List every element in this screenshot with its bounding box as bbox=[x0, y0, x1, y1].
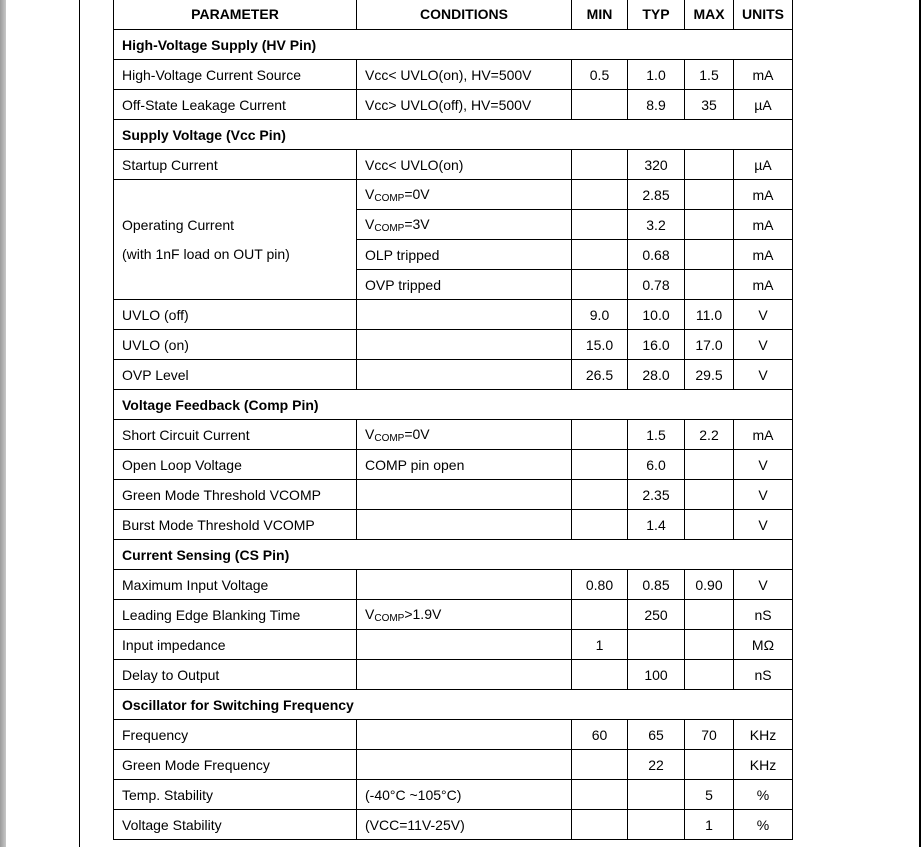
cond-cell bbox=[357, 660, 572, 690]
min-cell bbox=[572, 510, 628, 540]
typ-cell: 1.0 bbox=[628, 60, 685, 90]
table-row bbox=[114, 630, 793, 660]
cond-cell bbox=[357, 600, 572, 630]
typ-cell: 1.5 bbox=[628, 420, 685, 450]
unit-cell: mA bbox=[734, 240, 793, 270]
cond-cell: Vcc< UVLO(on) bbox=[357, 150, 572, 180]
min-cell: 60 bbox=[572, 720, 628, 750]
cond-subscript: COMP bbox=[374, 612, 405, 624]
max-cell: 11.0 bbox=[685, 300, 734, 330]
min-cell bbox=[572, 750, 628, 780]
cond-cell bbox=[357, 330, 572, 360]
typ-cell: 250 bbox=[628, 600, 685, 630]
typ-cell: 10.0 bbox=[628, 300, 685, 330]
max-cell bbox=[685, 750, 734, 780]
unit-cell: V bbox=[734, 450, 793, 480]
min-cell bbox=[572, 600, 628, 630]
section-title: Oscillator for Switching Frequency bbox=[114, 690, 793, 720]
cond-cell: Vcc< UVLO(on), HV=500V bbox=[357, 60, 572, 90]
typ-cell bbox=[628, 630, 685, 660]
param-cell: Short Circuit Current bbox=[114, 420, 357, 450]
typ-cell bbox=[628, 810, 685, 840]
param-cell: Frequency bbox=[114, 720, 357, 750]
min-cell: 0.80 bbox=[572, 570, 628, 600]
section-row-cs bbox=[114, 540, 793, 570]
cond-cell: (VCC=11V-25V) bbox=[357, 810, 572, 840]
param-cell: UVLO (off) bbox=[114, 300, 357, 330]
param-cell: UVLO (on) bbox=[114, 330, 357, 360]
max-cell: 1.5 bbox=[685, 60, 734, 90]
cond-subscript: COMP bbox=[374, 222, 405, 234]
typ-cell: 2.35 bbox=[628, 480, 685, 510]
unit-cell: mA bbox=[734, 60, 793, 90]
page-border-left bbox=[79, 0, 80, 847]
unit-cell: nS bbox=[734, 660, 793, 690]
cond-cell bbox=[357, 180, 572, 210]
param-cell: Temp. Stability bbox=[114, 780, 357, 810]
cond-cell: COMP pin open bbox=[357, 450, 572, 480]
header-min: MIN bbox=[572, 0, 628, 30]
typ-cell bbox=[628, 780, 685, 810]
unit-cell: V bbox=[734, 510, 793, 540]
cond-subscript: COMP bbox=[374, 432, 405, 444]
min-cell bbox=[572, 450, 628, 480]
table-row bbox=[114, 660, 793, 690]
page-border-right bbox=[919, 0, 921, 847]
table-row bbox=[114, 180, 793, 210]
min-cell: 15.0 bbox=[572, 330, 628, 360]
header-max: MAX bbox=[685, 0, 734, 30]
min-cell bbox=[572, 240, 628, 270]
typ-cell: 22 bbox=[628, 750, 685, 780]
cond-cell bbox=[357, 750, 572, 780]
table-row bbox=[114, 600, 793, 630]
table-row bbox=[114, 330, 793, 360]
unit-cell: µA bbox=[734, 150, 793, 180]
typ-cell: 320 bbox=[628, 150, 685, 180]
typ-cell: 28.0 bbox=[628, 360, 685, 390]
table-row bbox=[114, 510, 793, 540]
cond-cell bbox=[357, 300, 572, 330]
table-row bbox=[114, 480, 793, 510]
table-row bbox=[114, 450, 793, 480]
header-parameter: PARAMETER bbox=[114, 0, 357, 30]
cond-prefix: V bbox=[365, 605, 375, 622]
cond-cell: OLP tripped bbox=[357, 240, 572, 270]
cond-suffix: =3V bbox=[404, 215, 430, 232]
unit-cell: V bbox=[734, 300, 793, 330]
section-title: Supply Voltage (Vcc Pin) bbox=[114, 120, 793, 150]
section-title: High-Voltage Supply (HV Pin) bbox=[114, 30, 793, 60]
max-cell bbox=[685, 600, 734, 630]
table-row bbox=[114, 780, 793, 810]
max-cell bbox=[685, 180, 734, 210]
min-cell bbox=[572, 180, 628, 210]
max-cell: 17.0 bbox=[685, 330, 734, 360]
min-cell: 9.0 bbox=[572, 300, 628, 330]
max-cell: 2.2 bbox=[685, 420, 734, 450]
table-row bbox=[114, 360, 793, 390]
min-cell bbox=[572, 270, 628, 300]
cond-cell bbox=[357, 420, 572, 450]
typ-cell: 65 bbox=[628, 720, 685, 750]
section-row-osc bbox=[114, 690, 793, 720]
max-cell: 0.90 bbox=[685, 570, 734, 600]
unit-cell: V bbox=[734, 570, 793, 600]
min-cell bbox=[572, 780, 628, 810]
max-cell bbox=[685, 510, 734, 540]
param-cell: Maximum Input Voltage bbox=[114, 570, 357, 600]
viewer-left-gutter bbox=[0, 0, 6, 847]
cond-subscript: COMP bbox=[374, 192, 405, 204]
max-cell: 70 bbox=[685, 720, 734, 750]
param-cell: Burst Mode Threshold VCOMP bbox=[114, 510, 357, 540]
typ-cell: 3.2 bbox=[628, 210, 685, 240]
cond-cell bbox=[357, 480, 572, 510]
min-cell bbox=[572, 90, 628, 120]
max-cell bbox=[685, 270, 734, 300]
param-cell-operating-current bbox=[114, 180, 357, 300]
min-cell bbox=[572, 810, 628, 840]
unit-cell: V bbox=[734, 330, 793, 360]
param-cell: Startup Current bbox=[114, 150, 357, 180]
max-cell bbox=[685, 210, 734, 240]
table-header-row bbox=[114, 0, 793, 30]
cond-cell: Vcc> UVLO(off), HV=500V bbox=[357, 90, 572, 120]
param-cell: Voltage Stability bbox=[114, 810, 357, 840]
min-cell: 0.5 bbox=[572, 60, 628, 90]
unit-cell: mA bbox=[734, 180, 793, 210]
min-cell: 26.5 bbox=[572, 360, 628, 390]
unit-cell: mA bbox=[734, 420, 793, 450]
unit-cell: % bbox=[734, 810, 793, 840]
param-cell: Leading Edge Blanking Time bbox=[114, 600, 357, 630]
param-cell: Delay to Output bbox=[114, 660, 357, 690]
typ-cell: 1.4 bbox=[628, 510, 685, 540]
table-row bbox=[114, 60, 793, 90]
param-cell: Off-State Leakage Current bbox=[114, 90, 357, 120]
param-line: (with 1nF load on OUT pin) bbox=[122, 245, 290, 262]
section-row-comp bbox=[114, 390, 793, 420]
typ-cell: 0.85 bbox=[628, 570, 685, 600]
typ-cell: 0.78 bbox=[628, 270, 685, 300]
param-cell: Green Mode Frequency bbox=[114, 750, 357, 780]
min-cell: 1 bbox=[572, 630, 628, 660]
max-cell bbox=[685, 240, 734, 270]
header-conditions: CONDITIONS bbox=[357, 0, 572, 30]
unit-cell: V bbox=[734, 360, 793, 390]
header-units: UNITS bbox=[734, 0, 793, 30]
param-cell: Green Mode Threshold VCOMP bbox=[114, 480, 357, 510]
min-cell bbox=[572, 480, 628, 510]
max-cell bbox=[685, 660, 734, 690]
cond-cell bbox=[357, 210, 572, 240]
section-row-hv bbox=[114, 30, 793, 60]
table-row bbox=[114, 90, 793, 120]
electrical-characteristics-table bbox=[113, 0, 793, 840]
cond-suffix: =0V bbox=[404, 425, 430, 442]
unit-cell: KHz bbox=[734, 720, 793, 750]
unit-cell: mA bbox=[734, 210, 793, 240]
max-cell bbox=[685, 450, 734, 480]
table-row bbox=[114, 750, 793, 780]
param-cell: Open Loop Voltage bbox=[114, 450, 357, 480]
unit-cell: µA bbox=[734, 90, 793, 120]
param-line: Operating Current bbox=[122, 216, 235, 233]
cond-cell bbox=[357, 720, 572, 750]
cond-prefix: V bbox=[365, 425, 375, 442]
cond-prefix: V bbox=[365, 215, 375, 232]
max-cell: 35 bbox=[685, 90, 734, 120]
table-row bbox=[114, 420, 793, 450]
typ-cell: 8.9 bbox=[628, 90, 685, 120]
max-cell bbox=[685, 630, 734, 660]
table-row bbox=[114, 810, 793, 840]
typ-cell: 0.68 bbox=[628, 240, 685, 270]
min-cell bbox=[572, 420, 628, 450]
max-cell bbox=[685, 480, 734, 510]
header-typ: TYP bbox=[628, 0, 685, 30]
unit-cell: % bbox=[734, 780, 793, 810]
table-row bbox=[114, 150, 793, 180]
typ-cell: 100 bbox=[628, 660, 685, 690]
cond-cell bbox=[357, 510, 572, 540]
min-cell bbox=[572, 210, 628, 240]
cond-cell bbox=[357, 630, 572, 660]
min-cell bbox=[572, 660, 628, 690]
table-row bbox=[114, 300, 793, 330]
section-title: Voltage Feedback (Comp Pin) bbox=[114, 390, 793, 420]
max-cell: 29.5 bbox=[685, 360, 734, 390]
max-cell: 1 bbox=[685, 810, 734, 840]
unit-cell: MΩ bbox=[734, 630, 793, 660]
param-cell: High-Voltage Current Source bbox=[114, 60, 357, 90]
section-row-vcc bbox=[114, 120, 793, 150]
param-cell: OVP Level bbox=[114, 360, 357, 390]
typ-cell: 2.85 bbox=[628, 180, 685, 210]
min-cell bbox=[572, 150, 628, 180]
table-row bbox=[114, 570, 793, 600]
param-cell: Input impedance bbox=[114, 630, 357, 660]
cond-prefix: V bbox=[365, 185, 375, 202]
cond-cell bbox=[357, 570, 572, 600]
unit-cell: KHz bbox=[734, 750, 793, 780]
cond-cell: OVP tripped bbox=[357, 270, 572, 300]
cond-suffix: =0V bbox=[404, 185, 430, 202]
unit-cell: mA bbox=[734, 270, 793, 300]
cond-cell bbox=[357, 360, 572, 390]
section-title: Current Sensing (CS Pin) bbox=[114, 540, 793, 570]
max-cell: 5 bbox=[685, 780, 734, 810]
max-cell bbox=[685, 150, 734, 180]
typ-cell: 16.0 bbox=[628, 330, 685, 360]
cond-suffix: >1.9V bbox=[404, 605, 442, 622]
unit-cell: nS bbox=[734, 600, 793, 630]
typ-cell: 6.0 bbox=[628, 450, 685, 480]
cond-cell: (-40°C ~105°C) bbox=[357, 780, 572, 810]
unit-cell: V bbox=[734, 480, 793, 510]
table-row bbox=[114, 720, 793, 750]
